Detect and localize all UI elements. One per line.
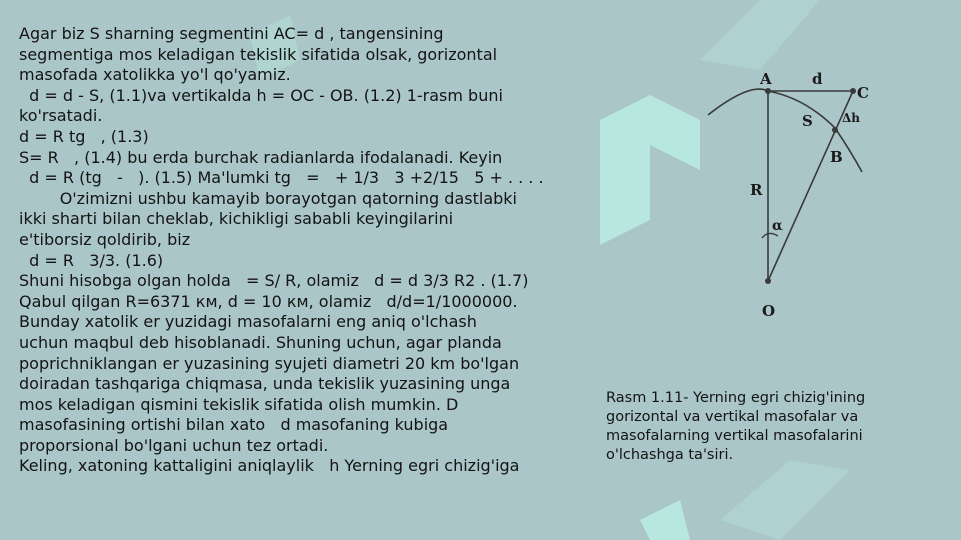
- earth-curvature-diagram: [690, 60, 890, 330]
- text-line: mos keladigan qismini tekislik sifatida olish mumkin. D: [19, 394, 459, 414]
- text-line: ikki sharti bilan cheklab, kichikligi sababli keyingilarini: [19, 209, 454, 229]
- label-s: S: [802, 112, 813, 130]
- caption-line: masofalarning vertikal masofalarini: [606, 428, 863, 444]
- angle-arc: [762, 233, 778, 238]
- text-line: e'tiborsiz qoldirib, biz: [19, 229, 191, 249]
- label-dh: Δh: [842, 111, 861, 125]
- text-line: ko'rsatadi.: [19, 106, 103, 126]
- label-o: O: [762, 302, 776, 320]
- text-line: Bunday xatolik er yuzidagi masofalarni eng aniq o'lchash: [19, 312, 477, 332]
- text-line: proporsional bo'lgani uchun tez ortadi.: [19, 435, 329, 455]
- text-line: d = d - S, (1.1)va vertikalda h = OC - OB. (1.2) 1-rasm buni: [19, 85, 503, 105]
- figure-caption: [606, 389, 936, 465]
- main-text-block: [19, 24, 609, 477]
- text-line: O'zimizni ushbu kamayib borayotgan qatorning dastlabki: [19, 188, 517, 208]
- caption-line: gorizontal va vertikal masofalar va: [606, 409, 859, 425]
- caption-line: Rasm 1.11- Yerning egri chizig'ining: [606, 390, 866, 406]
- text-line: Qabul qilgan R=6371 км, d = 10 км, olamiz d/d=1/1000000.: [19, 291, 518, 311]
- text-line: Shuni hisobga olgan holda = S/ R, olamiz d = d 3/3 R2 . (1.7): [19, 271, 529, 291]
- label-c: C: [857, 84, 869, 102]
- label-alpha: α: [772, 218, 783, 234]
- text-line: Agar biz S sharning segmentini AC= d , tangensining: [19, 24, 444, 43]
- label-a: A: [760, 70, 772, 88]
- text-line: Keling, xatoning kattaligini aniqlaylik h Yerning egri chizig'iga: [19, 456, 520, 476]
- point-b: [832, 127, 838, 133]
- text-line: masofasining ortishi bilan xato d masofaning kubiga: [19, 415, 449, 435]
- point-o: [765, 278, 771, 284]
- caption-line: o'lchashga ta'siri.: [606, 447, 734, 463]
- text-line: d = R (tg - ). (1.5) Ma'lumki tg = + 1/3 3 +2/15 5 + . . . .: [19, 168, 544, 188]
- text-line: segmentiga mos keladigan tekislik sifatida olsak, gorizontal: [19, 44, 498, 64]
- text-line: S= R , (1.4) bu erda burchak radianlarda ifodalanadi. Keyin: [19, 147, 503, 167]
- text-line: poprichniklangan er yuzasining syujeti diametri 20 km bo'lgan: [19, 353, 520, 373]
- text-line: d = R tg , (1.3): [19, 126, 149, 146]
- text-line: doiradan tashqariga chiqmasa, unda tekislik yuzasining unga: [19, 374, 511, 394]
- label-r: R: [750, 181, 763, 199]
- label-b: B: [830, 148, 843, 166]
- text-line: masofada xatolikka yo'l qo'yamiz.: [19, 65, 291, 85]
- label-d: d: [812, 70, 823, 88]
- text-line: d = R 3/3. (1.6): [19, 250, 164, 270]
- text-line: uchun maqbul deb hisoblanadi. Shuning uchun, agar planda: [19, 332, 502, 352]
- point-a: [765, 88, 771, 94]
- point-c: [850, 88, 856, 94]
